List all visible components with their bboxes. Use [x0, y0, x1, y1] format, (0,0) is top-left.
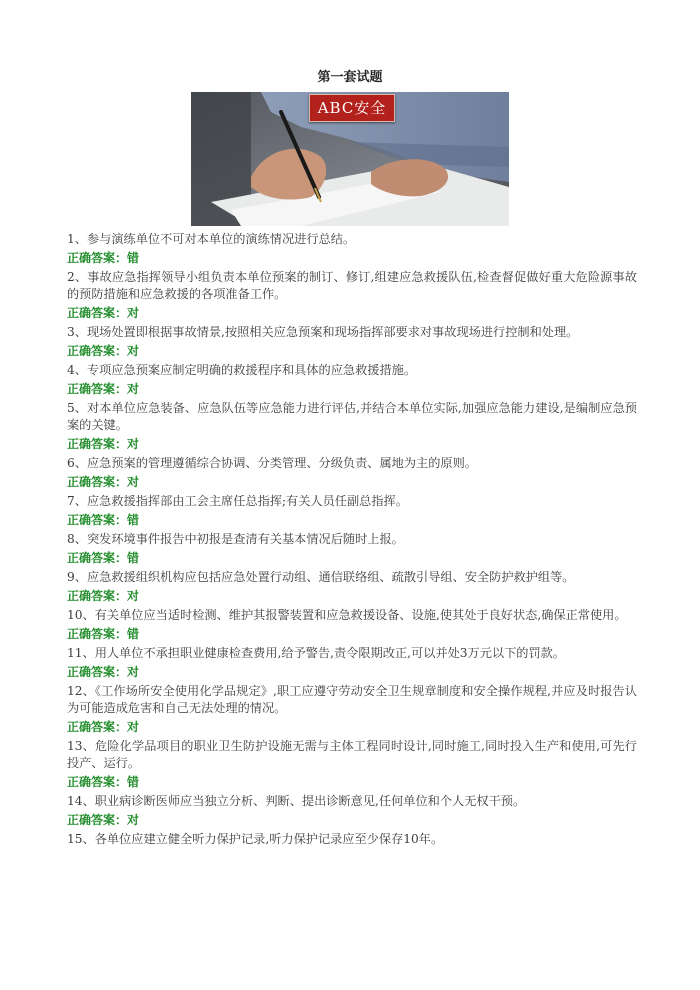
page-title: 第一套试题	[317, 70, 383, 85]
answer-value: 对	[127, 813, 140, 827]
answer-text	[67, 812, 637, 829]
question-text: 1、参与演练单位不可对本单位的演练情况进行总结。	[67, 232, 356, 246]
answer-text	[67, 436, 637, 453]
answer-value: 错	[127, 251, 140, 265]
question-text: 7、应急救援指挥部由工会主席任总指挥;有关人员任副总指挥。	[67, 494, 408, 508]
answer-value: 对	[127, 665, 140, 679]
answer-value: 对	[127, 382, 140, 396]
question-text: 3、现场处置即根据事故情景,按照相关应急预案和现场指挥部要求对事故现场进行控制和处理。	[67, 325, 579, 339]
header-photo	[191, 92, 509, 226]
answer-value: 对	[127, 344, 140, 358]
answer-text	[67, 343, 637, 360]
question-text: 12、《工作场所安全使用化学品规定》,职工应遵守劳动安全卫生规章制度和安全操作规程,并应及时报告认为可能造成危害和自己无法处理的情况。	[67, 684, 637, 715]
answer-label: 正确答案：	[67, 382, 128, 396]
answer-value: 错	[127, 775, 140, 789]
answer-value: 对	[127, 437, 140, 451]
question-text: 5、对本单位应急装备、应急队伍等应急能力进行评估,并结合本单位实际,加强应急能力建设,是编制应急预案的关键。	[67, 401, 637, 432]
brand-logo: ABC安全	[309, 94, 395, 122]
question-text: 6、应急预案的管理遵循综合协调、分类管理、分级负责、属地为主的原则。	[67, 456, 477, 470]
answer-value: 对	[127, 475, 140, 489]
answer-label: 正确答案：	[67, 344, 128, 358]
answer-label: 正确答案：	[67, 513, 128, 527]
question-text: 9、应急救援组织机构应包括应急处置行动组、通信联络组、疏散引导组、安全防护救护组等。	[67, 570, 575, 584]
answer-text	[67, 250, 637, 267]
question-text: 15、各单位应建立健全听力保护记录,听力保护记录应至少保存10年。	[67, 832, 444, 846]
answer-label: 正确答案：	[67, 589, 128, 603]
question-text: 2、事故应急指挥领导小组负责本单位预案的制订、修订,组建应急救援队伍,检查督促做好重大危险源事故的预防措施和应急救援的各项准备工作。	[67, 270, 637, 301]
answer-label: 正确答案：	[67, 475, 128, 489]
answer-label: 正确答案：	[67, 665, 128, 679]
answer-text	[67, 305, 637, 322]
answer-label: 正确答案：	[67, 551, 128, 565]
answer-value: 错	[127, 627, 140, 641]
answer-value: 对	[127, 720, 140, 734]
question-text: 11、用人单位不承担职业健康检查费用,给予警告,责令限期改正,可以并处3万元以下的罚款。	[67, 646, 566, 660]
answer-label: 正确答案：	[67, 720, 128, 734]
answer-label: 正确答案：	[67, 775, 128, 789]
answer-value: 错	[127, 551, 140, 565]
answer-label: 正确答案：	[67, 437, 128, 451]
answer-text	[67, 474, 637, 491]
answer-value: 对	[127, 306, 140, 320]
question-list	[67, 231, 637, 850]
question-text: 14、职业病诊断医师应当独立分析、判断、提出诊断意见,任何单位和个人无权干预。	[67, 794, 526, 808]
answer-text	[67, 626, 637, 643]
question-text: 4、专项应急预案应制定明确的救援程序和具体的应急救援措施。	[67, 363, 417, 377]
answer-label: 正确答案：	[67, 627, 128, 641]
answer-text	[67, 774, 637, 791]
answer-text	[67, 664, 637, 681]
answer-value: 对	[127, 589, 140, 603]
question-text: 10、有关单位应当适时检测、维护其报警装置和应急救援设备、设施,使其处于良好状态,确保正常使用。	[67, 608, 627, 622]
question-text: 8、突发环境事件报告中初报是查清有关基本情况后随时上报。	[67, 532, 404, 546]
answer-text	[67, 588, 637, 605]
answer-label: 正确答案：	[67, 813, 128, 827]
answer-value: 错	[127, 513, 140, 527]
answer-label: 正确答案：	[67, 306, 128, 320]
question-text: 13、危险化学品项目的职业卫生防护设施无需与主体工程同时设计,同时施工,同时投入生产和使用,可先行投产、运行。	[67, 739, 637, 770]
answer-label: 正确答案：	[67, 251, 128, 265]
answer-text	[67, 719, 637, 736]
answer-text	[67, 512, 637, 529]
answer-text	[67, 550, 637, 567]
answer-text	[67, 381, 637, 398]
